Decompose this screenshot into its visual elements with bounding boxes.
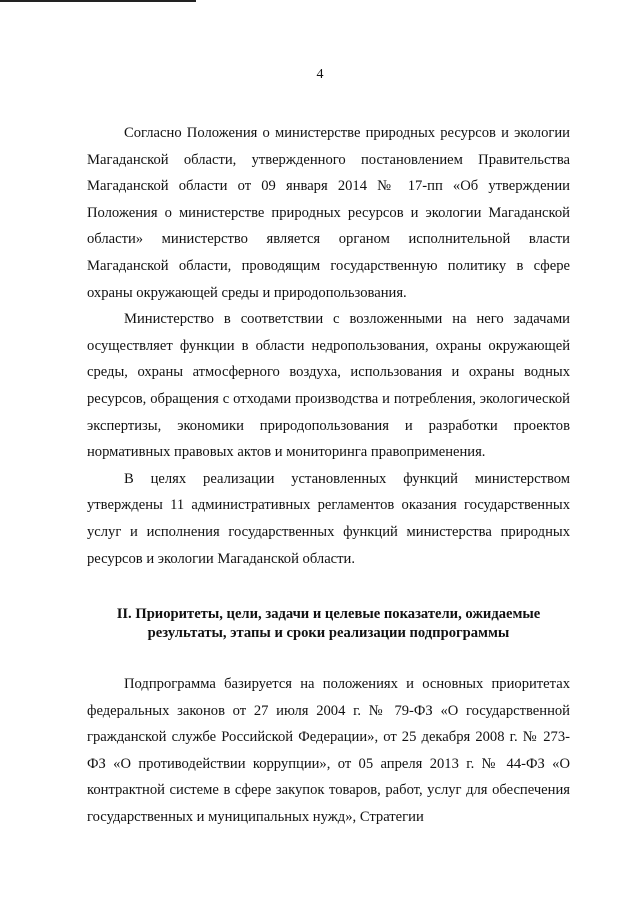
- section-text-block: [87, 671, 570, 831]
- paragraph-subprogram-basis: Подпрограмма базируется на положениях и основных приоритетах федеральных законов от 27 июля 2004 г. № 79-ФЗ «О государственной гражданской службе Российской Федерации», от 25 декабря 2008 г. № 273-ФЗ «О противодействии коррупции», от 05 апреля 2013 г. № 44-ФЗ «О контрактной системе в сфере закупок товаров, работ, услуг для обеспечения государственных и муниципальных нужд», Стратегии: [87, 676, 570, 825]
- intro-text-block: [87, 120, 570, 572]
- page-number: 4: [316, 67, 324, 82]
- section-heading-line-2: результаты, этапы и сроки реализации подпрограммы: [147, 625, 510, 641]
- paragraph-ministry-functions: Министерство в соответствии с возложенными на него задачами осуществляет функции в области недропользования, охраны окружающей среды, охраны атмосферного воздуха, использования и охраны водных ресурсов, обращения с отходами производства и потребления, экологической экспертизы, экономики природопользования и разработки проектов нормативных правовых актов и мониторинга правоприменения.: [87, 311, 570, 461]
- section-heading: [80, 605, 577, 643]
- paragraph-administrative-regulations: В целях реализации установленных функций министерством утверждены 11 административных регламентов оказания государственных услуг и исполнения государственных функций министерства природных ресурсов и экологии Магаданской области.: [87, 470, 570, 567]
- paragraph-ministry-statute: Согласно Положения о министерстве природных ресурсов и экологии Магаданской области, утвержденного постановлением Правительства Магаданской области от 09 января 2014 № 17-пп «Об утверждении Положения о министерстве природных ресурсов и экологии Магаданской области» министерство является органом исполнительной власти Магаданской области, проводящим государственную политику в сфере охраны окружающей среды и природопользования.: [87, 125, 570, 301]
- scan-edge-mark: [0, 0, 196, 2]
- section-heading-line-1: II. Приоритеты, цели, задачи и целевые показатели, ожидаемые: [116, 606, 541, 622]
